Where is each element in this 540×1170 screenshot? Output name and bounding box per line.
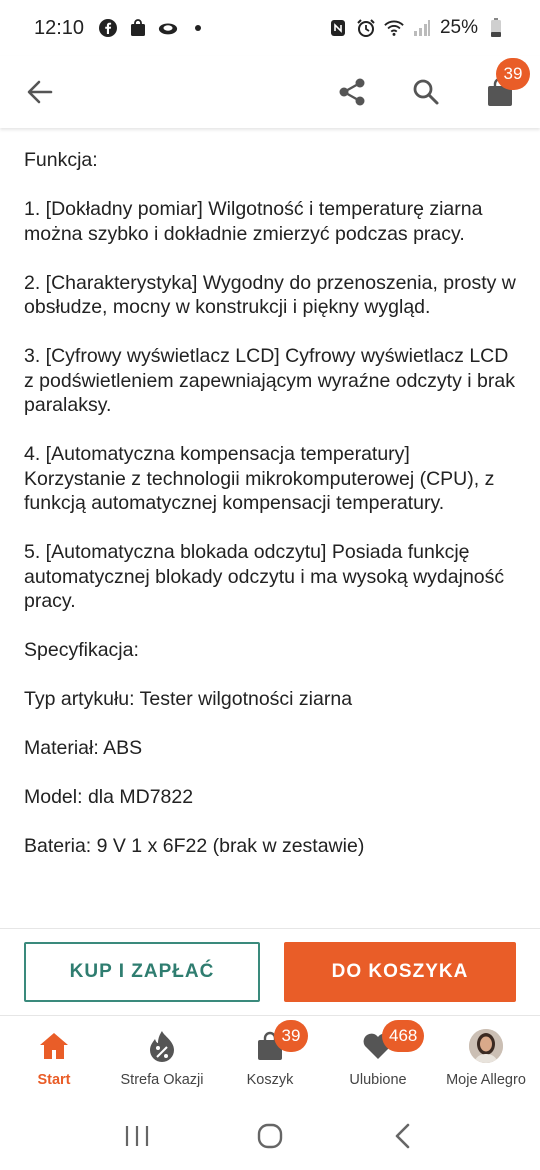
specification-heading: Specyfikacja: [24, 639, 139, 661]
share-button[interactable] [332, 72, 372, 112]
app-notification-icon [158, 18, 178, 38]
deals-icon [147, 1029, 177, 1063]
status-bar [0, 0, 540, 56]
status-time: 12:10 [34, 16, 85, 39]
shopping-bag-icon [128, 18, 148, 38]
home-icon [38, 1031, 70, 1061]
battery-percent: 25% [439, 17, 478, 38]
spec-item: Typ artykułu: Tester wilgotności ziarna [24, 688, 353, 710]
back-button[interactable] [20, 72, 60, 112]
description-paragraph: 3. [Cyfrowy wyświetlacz LCD] Cyfrowy wyświetlacz LCD z podświetleniem zapewniającym wyraźne odczyty i brak paralaksy. [24, 345, 515, 416]
nav-label: Start [37, 1072, 71, 1088]
bottom-navigation [0, 1016, 540, 1102]
nav-item-koszyk[interactable] [216, 1016, 324, 1102]
alarm-icon [356, 18, 376, 38]
arrow-left-icon [26, 78, 54, 106]
nav-item-strefa-okazji[interactable] [108, 1016, 216, 1102]
spec-item: Model: dla MD7822 [24, 786, 194, 808]
recent-apps-button[interactable] [117, 1116, 157, 1156]
spec-item: Bateria: 9 V 1 x 6F22 (brak w zestawie) [24, 835, 365, 857]
more-notifications-dot [188, 18, 208, 38]
cart-button[interactable] [480, 64, 523, 112]
system-navigation-bar [0, 1102, 540, 1170]
app-header [0, 56, 540, 128]
buy-now-button[interactable]: KUP I ZAPŁAĆ [24, 942, 260, 1002]
purchase-action-bar [0, 928, 540, 1016]
description-paragraph: 4. [Automatyczna kompensacja temperatury] Korzystanie z technologii mikrokomputerowej (CPU), z funkcją automatycznej kompensacji temperatury. [24, 443, 495, 514]
nav-item-moje-allegro[interactable] [432, 1016, 540, 1102]
favorites-badge: 468 [382, 1020, 424, 1052]
system-back-button[interactable] [383, 1116, 423, 1156]
nav-item-start[interactable] [0, 1016, 108, 1102]
signal-icon [412, 18, 432, 38]
home-circle-icon [256, 1122, 284, 1150]
nav-label: Strefa Okazji [120, 1072, 204, 1088]
search-icon [412, 78, 440, 106]
nav-label: Ulubione [349, 1072, 407, 1088]
nav-label: Koszyk [246, 1072, 294, 1088]
nav-item-ulubione[interactable] [324, 1016, 432, 1102]
description-paragraph: 2. [Charakterystyka] Wygodny do przenoszenia, prosty w obsłudze, mocny w konstrukcji i piękny wygląd. [24, 271, 516, 318]
recent-apps-icon [124, 1124, 150, 1148]
nfc-icon [328, 18, 348, 38]
facebook-icon [98, 18, 118, 38]
product-description [0, 128, 540, 928]
chevron-left-icon [393, 1122, 413, 1150]
wifi-icon [384, 18, 404, 38]
share-icon [337, 77, 367, 107]
cart-badge: 39 [274, 1020, 308, 1052]
cart-count-badge: 39 [496, 58, 530, 90]
battery-icon [486, 18, 506, 38]
description-paragraph: 5. [Automatyczna blokada odczytu] Posiada funkcję automatycznej blokady odczytu i ma wysoką wydajność pracy. [24, 541, 505, 612]
add-to-cart-button[interactable]: DO KOSZYKA [284, 942, 516, 1002]
avatar [469, 1029, 503, 1063]
home-system-button[interactable] [250, 1116, 290, 1156]
nav-label: Moje Allegro [446, 1072, 526, 1088]
description-heading: Funkcja: [24, 149, 98, 171]
spec-item: Materiał: ABS [24, 737, 143, 759]
description-paragraph: 1. [Dokładny pomiar] Wilgotność i temperaturę ziarna można szybko i dokładnie zmierzyć podczas pracy. [24, 198, 483, 245]
search-button[interactable] [406, 72, 446, 112]
